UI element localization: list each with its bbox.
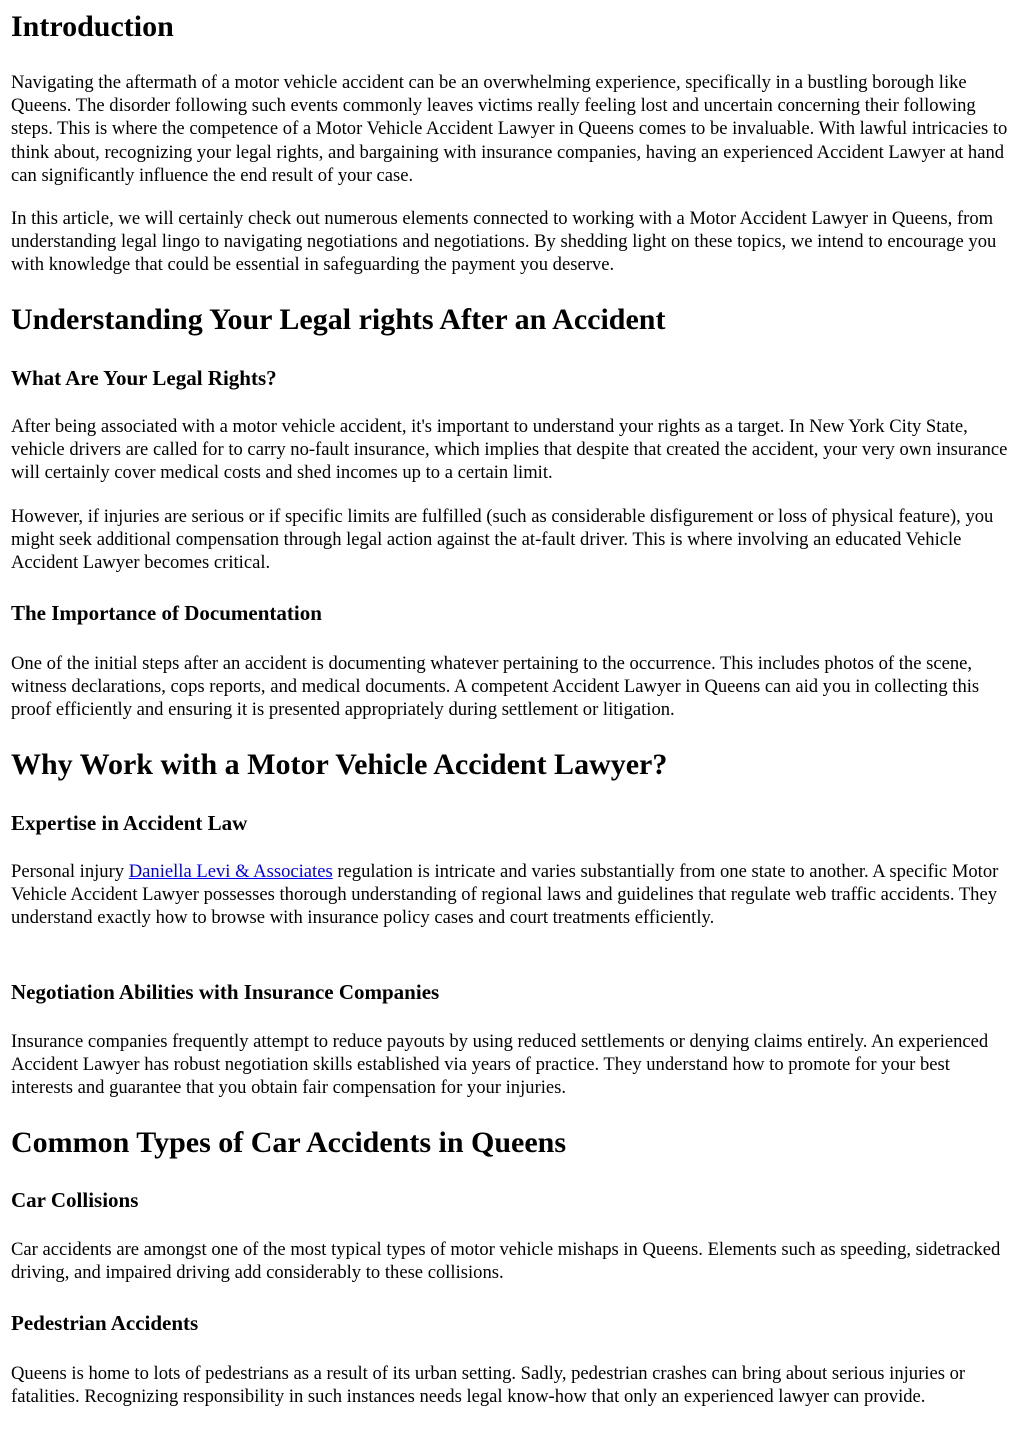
paragraph-negotiation: Insurance companies frequently attempt to reduce payouts by using reduced settlements or denying claims entirely. An experienced Accident Lawyer has robust negotiation skills established via years of practice. They understand how to promote for your best interests and guarantee that you obtain fair compensation for your injuries. — [11, 1031, 989, 1099]
expertise-text-before: Personal injury — [11, 861, 129, 882]
heading-common-types: Common Types of Car Accidents in Queens — [11, 1126, 567, 1159]
heading-introduction: Introduction — [11, 10, 174, 43]
paragraph-documentation: One of the initial steps after an accident is documenting whatever pertaining to the occurrence. This includes photos of the scene, witness declarations, cops reports, and medical documents. A competent Accident Lawyer in Queens can aid you in collecting this proof efficiently and ensuring it is presented appropriately during settlement or litigation. — [11, 653, 980, 721]
heading-why-work: Why Work with a Motor Vehicle Accident Lawyer? — [11, 748, 668, 781]
paragraph-rights-2: However, if injuries are serious or if specific limits are fulfilled (such as considerable disfigurement or loss of physical feature), you might seek additional compensation through legal action against the at-fault driver. This is where involving an educated Vehicle Accident Lawyer becomes critical. — [11, 506, 994, 574]
paragraph-car-collisions: Car accidents are amongst one of the most typical types of motor vehicle mishaps in Queens. Elements such as speeding, sidetracked driving, and impaired driving add considerably to these collisions. — [11, 1239, 1001, 1284]
heading-car-collisions: Car Collisions — [11, 1188, 139, 1212]
paragraph-pedestrian: Queens is home to lots of pedestrians as a result of its urban setting. Sadly, pedestrian crashes can bring about serious injuries or fatalities. Recognizing responsibility in such instances needs legal know-how that only an experienced lawyer can provide. — [11, 1363, 966, 1408]
heading-pedestrian: Pedestrian Accidents — [11, 1311, 199, 1335]
expertise-text-after: regulation is intricate and varies substantially from one state to another. A specific Motor Vehicle Accident Lawyer possesses thorough understanding of regional laws and guidelines that regulate web traffic accidents. They understand exactly how to browse with insurance policy cases and court treatments efficiently. — [11, 861, 999, 929]
heading-what-are-rights: What Are Your Legal Rights? — [11, 366, 277, 390]
paragraph-intro-2: In this article, we will certainly check out numerous elements connected to working with a Motor Accident Lawyer in Queens, from understanding legal lingo to navigating negotiations and negotiations. By shedding light on these topics, we intend to encourage you with knowledge that could be essential in safeguarding the payment you deserve. — [11, 208, 997, 276]
heading-documentation: The Importance of Documentation — [11, 601, 322, 625]
paragraph-rights-1: After being associated with a motor vehicle accident, it's important to understand your rights as a target. In New York City State, vehicle drivers are called for to carry no-fault insurance, which implies that despite that created the accident, your very own insurance will certainly cover medical costs and shed incomes up to a certain limit. — [11, 416, 1008, 484]
paragraph-intro-1: Navigating the aftermath of a motor vehicle accident can be an overwhelming experience, specifically in a bustling borough like Queens. The disorder following such events commonly leaves victims really feeling lost and uncertain concerning their following steps. This is where the competence of a Motor Vehicle Accident Lawyer in Queens comes to be invaluable. With lawful intricacies to think about, recognizing your legal rights, and bargaining with insurance companies, having an experienced Accident Lawyer at hand can significantly influence the end result of your case. — [11, 72, 1008, 186]
heading-expertise: Expertise in Accident Law — [11, 811, 248, 835]
heading-negotiation: Negotiation Abilities with Insurance Companies — [11, 980, 440, 1004]
heading-legal-rights: Understanding Your Legal rights After an Accident — [11, 303, 666, 336]
paragraph-expertise — [11, 860, 1015, 930]
daniella-levi-link[interactable]: Daniella Levi & Associates — [128, 861, 333, 882]
